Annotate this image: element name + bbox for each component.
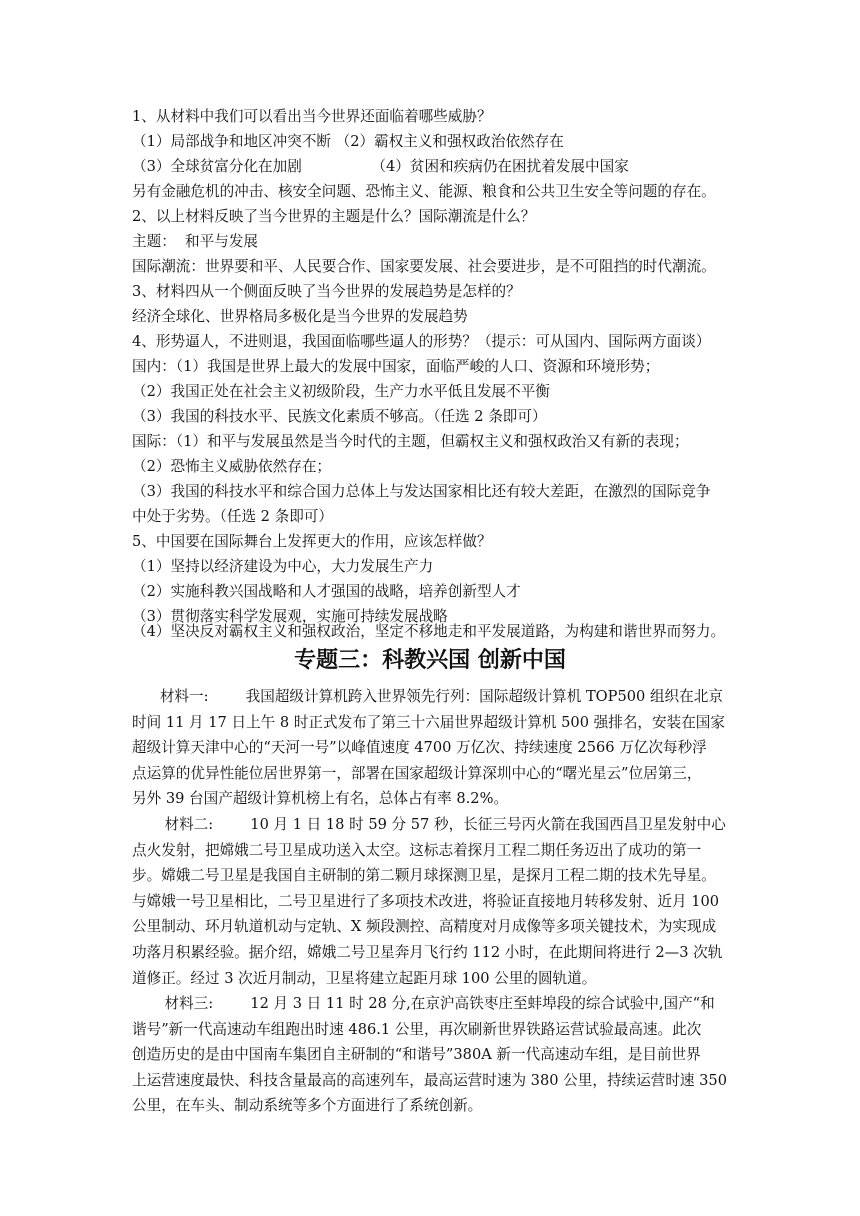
question-1: 1、从材料中我们可以看出当今世界还面临着哪些威胁？: [132, 108, 492, 125]
material-two: [132, 812, 744, 991]
material-line: 公里制动、环月轨道机动与定轨、X 频段测控、高精度对月成像等多项关键技术，为实现成: [132, 918, 717, 936]
material-line: 材料二: 10 月 1 日 18 时 59 分 57 秒，长征三号丙火箭在我国西昌卫星发射中心: [132, 816, 726, 833]
answer-line: （4）坚决反对霸权主义和强权政治，坚定不移地走和平发展道路，为构建和谐世界而努力。: [132, 623, 726, 640]
answer-line: （3）全球贫富分化在加剧 （4）贫困和疾病仍在困扰着发展中国家: [132, 158, 629, 175]
question-2: 2、以上材料反映了当今世界的主题是什么？国际潮流是什么？: [132, 208, 536, 225]
question-4: 4、形势逼人，不进则退，我国面临哪些逼人的形势？（提示：可从国内、国际两方面谈）: [132, 333, 711, 350]
material-line: 点火发射，把嫦娥二号卫星成功送入太空。这标志着探月工程二期任务迈出了成功的第一: [132, 841, 702, 859]
answer-line: （2）恐怖主义威胁依然存在；: [132, 458, 332, 475]
answer-line: （2）我国正处在社会主义初级阶段，生产力水平低且发展不平衡: [132, 383, 550, 400]
answer-line: 另有金融危机的冲击、核安全问题、恐怖主义、能源、粮食和公共卫生安全等问题的存在。: [132, 183, 716, 200]
answer-line: （2）实施科教兴国战略和人才强国的战略，培养创新型人才: [132, 583, 521, 600]
material-line: 创造历史的是由中国南车集团自主研制的“和谐号”380A 新一代高速动车组，是目前世界: [132, 1046, 701, 1064]
material-line: 与嫦娥一号卫星相比，二号卫星进行了多项技术改进，将验证直接地月转移发射、近月 100: [132, 892, 720, 910]
section-title: 专题三：科教兴国 创新中国: [294, 648, 566, 673]
material-line: 谐号”新一代高速动车组跑出时速 486.1 公里，再次刷新世界铁路运营试验最高速。此次: [132, 1020, 702, 1038]
material-line: 步。嫦娥二号卫星是我国自主研制的第二颗月球探测卫星，是探月工程二期的技术先导星。: [132, 867, 716, 885]
answer-line: 主题： 和平与发展: [132, 233, 259, 250]
question-5: 5、中国要在国际舞台上发挥更大的作用，应该怎样做？: [132, 533, 492, 550]
material-three: [132, 991, 744, 1119]
material-line: 公里，在车头、制动系统等多个方面进行了系统创新。: [132, 1097, 483, 1115]
answer-line: 中处于劣势。（任选 2 条即可）: [132, 508, 333, 525]
answer-line: （3）我国的科技水平、民族文化素质不够高。（任选 2 条即可）: [132, 408, 547, 425]
answer-line: （3）我国的科技水平和综合国力总体上与发达国家相比还有较大差距，在激烈的国际竞争: [132, 483, 711, 500]
material-line: 超级计算天津中心的“天河一号”以峰值速度 4700 万亿次、持续速度 2566 万亿次每秒浮: [132, 739, 707, 757]
answer-line: （1）局部战争和地区冲突不断 （2）霸权主义和强权政治依然存在: [132, 133, 564, 150]
answer-line: （1）坚持以经济建设为中心，大力发展生产力: [132, 558, 434, 575]
material-line: 功落月积累经验。据介绍，嫦娥二号卫星奔月飞行约 112 小时，在此期间将进行 2—3 次轨: [132, 943, 723, 961]
answer-line: 国内：（1）我国是世界上最大的发展中国家，面临严峻的人口、资源和环境形势；: [132, 358, 660, 375]
answer-line: 经济全球化、世界格局多极化是当今世界的发展趋势: [132, 308, 468, 325]
material-line: 材料一: 我国超级计算机跨入世界领先行列：国际超级计算机 TOP500 组织在北京: [132, 688, 723, 705]
material-line: 另外 39 台国产超级计算机榜上有名，总体占有率 8.2%。: [132, 790, 509, 808]
answer-line: 国际潮流：世界要和平、人民要合作、国家要发展、社会要进步，是不可阻挡的时代潮流。: [132, 258, 716, 275]
material-line: 时间 11 月 17 日上午 8 时正式发布了第三十六届世界超级计算机 500 强排名，安装在国家: [132, 713, 725, 731]
material-line: 点运算的优异性能位居世界第一，部署在国家超级计算深圳中心的“曙光星云”位居第三，: [132, 764, 702, 782]
question-3: 3、材料四从一个侧面反映了当今世界的发展趋势是怎样的？: [132, 283, 521, 300]
material-line: 上运营速度最快、科技含量最高的高速列车，最高运营时速为 380 公里，持续运营时速 350: [132, 1071, 728, 1089]
answer-line: 国际：（1）和平与发展虽然是当今时代的主题，但霸权主义和强权政治又有新的表现；: [132, 433, 689, 450]
material-one: [132, 684, 744, 812]
answer-line: （3）贯彻落实科学发展观，实施可持续发展战略: [132, 608, 448, 625]
material-line: 道修正。经过 3 次近月制动，卫星将建立起距月球 100 公里的圆轨道。: [132, 969, 597, 987]
material-line: 材料三: 12 月 3 日 11 时 28 分,在京沪高铁枣庄至蚌埠段的综合试验中,国产“和: [132, 995, 715, 1012]
